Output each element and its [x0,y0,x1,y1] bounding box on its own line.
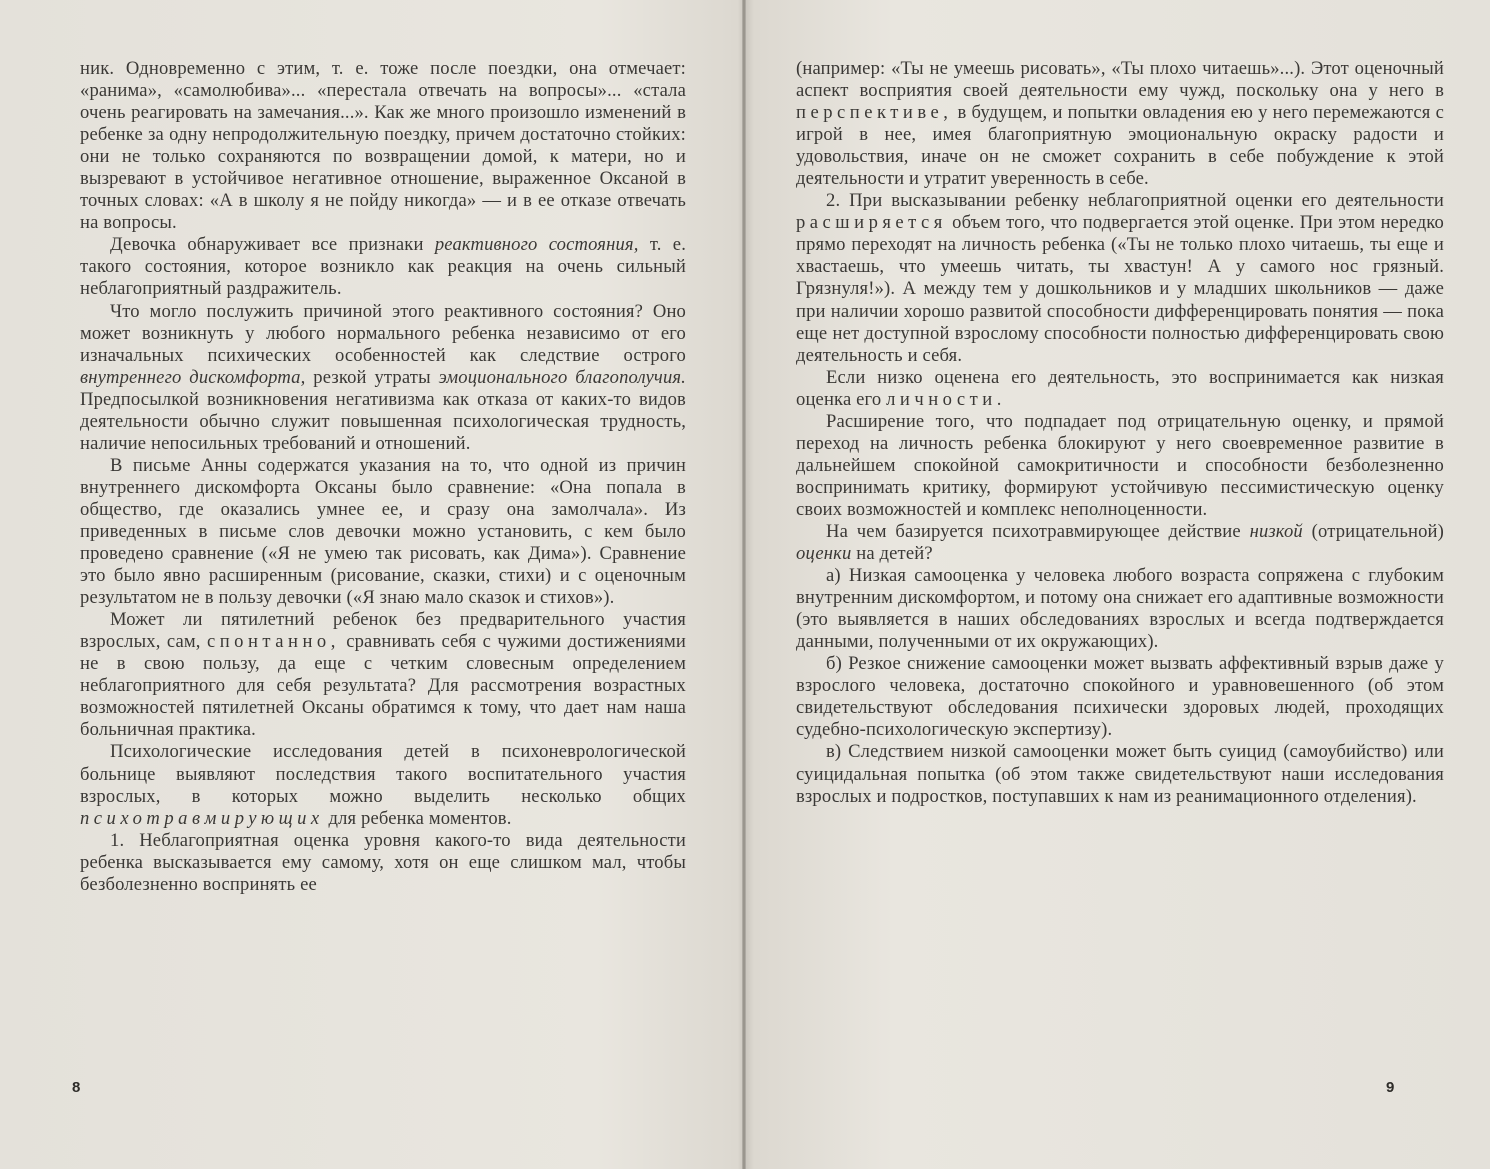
paragraph [80,58,686,234]
text-run: сравнивать себя с чужими достижениями не в свою пользу, да еще с четким словесным определением неблагоприятного для себя результата? Для рассмотрения возрастных возможностей пятилетней Оксаны обратимся к тому, что дает нам наша больничная практика. [80,631,686,741]
left-page-text [80,58,686,896]
emphasized-text: расширяется [796,212,947,234]
emphasized-text: психотравмирующих [80,807,324,829]
emphasized-text: оценки [796,543,852,565]
right-page [746,0,1490,1169]
paragraph [796,653,1444,741]
paragraph [796,411,1444,521]
text-run: на детей? [851,543,933,565]
paragraph [796,565,1444,653]
text-run: т. е. такого состояния, которое возникло как реакция на очень сильный неблагоприятный раздражитель. [80,234,686,300]
paragraph [80,234,686,300]
paragraph [80,830,686,896]
emphasized-text: низкой [1249,520,1303,542]
paragraph [80,609,686,741]
paragraph [796,741,1444,807]
text-run: Психологические исследования детей в психоневрологической больнице выявляют последствия такого воспитательного участия взрослых, в которых можно выделить несколько общих [80,741,686,807]
emphasized-text: внутреннего дискомфорта, [80,366,306,388]
page-number-right: 9 [1386,1079,1395,1096]
text-run: б) Резкое снижение самооценки может вызвать аффективный взрыв даже у взрослого человека, достаточно спокойного и уравновешенного (об этом свидетельствуют обследования психически здоровых людей, проходящих судебно-психологическую экспертизу). [796,653,1444,741]
text-run: для ребенка моментов. [323,807,512,829]
text-run: Может ли пятилетний ребенок без предварительного участия взрослых, сам, [80,609,686,653]
text-run: 1. Неблагоприятная оценка уровня какого-то вида деятельности ребенка высказывается ему самому, хотя он еще слишком мал, чтобы безболезненно воспринять ее [80,829,686,895]
paragraph [796,58,1444,190]
text-run: (отрицательной) [1302,520,1444,542]
text-run: Что могло послужить причиной этого реактивного состояния? Оно может возникнуть у любого нормального ребенка независимо от его изначальных психических особенностей как следствие острого [80,300,686,366]
emphasized-text: реактивного состояния, [434,234,639,256]
text-run: в будущем, и попытки овладения ею у него перемежаются с игрой в нее, имея благоприятную эмоциональную окраску радости и удовольствия, иначе он не сможет сохранить в себе побуждение к этой деятельности и утратит уверенность в себе. [796,102,1444,190]
text-run: Расширение того, что подпадает под отрицательную оценку, и прямой переход на личность ребенка блокируют у него своевременное развитие в дальнейшем спокойной самокритичности и способности безболезненно воспринимать критику, формируют устойчивую пессимистическую оценку своих возможностей и комплекс неполноценности. [796,410,1444,520]
emphasized-text: личности. [886,388,1006,410]
paragraph [80,741,686,829]
right-page-text [796,58,1444,808]
emphasized-text: перспективе, [796,102,953,124]
text-run: 2. При высказывании ребенку неблагоприятной оценки его деятельности [826,190,1444,212]
text-run: объем того, что подвергается этой оценке. При этом нередко прямо переходят на личность ребенка («Ты не только плохо читаешь, ты еще и хвастаешь, что умеешь читать, ты хвастун! А у самого нос грязный. Грязнуля!»). А между тем у дошкольников и у младших школьников — даже при наличии хорошо развитой способности дифференцировать понятия — пока еще нет доступной взрослому способности полностью дифференцировать свою деятельность и себя. [796,212,1444,366]
text-run: в) Следствием низкой самооценки может быть суицид (самоубийство) или суицидальная попытка (об этом также свидетельствуют наши исследования взрослых и подростков, поступавших к нам из реанимационного отделения). [796,741,1444,807]
paragraph [796,190,1444,366]
text-run: На чем базируется психотравмирующее действие [826,520,1250,542]
text-run: Если низко оценена его деятельность, это воспринимается как низкая оценка его [796,366,1444,410]
paragraph [796,367,1444,411]
text-run: (например: «Ты не умеешь рисовать», «Ты плохо читаешь»...). Этот оценочный аспект восприятия своей деятельности ему чужд, поскольку она у него в [796,58,1444,102]
text-run: В письме Анны содержатся указания на то, что одной из причин внутреннего дискомфорта Оксаны было сравнение: «Она попала в общество, где оказались умнее ее, и сразу она замолчала». Из приведенных в письме слов девочки можно установить, с кем было проведено сравнение («Я не умею так рисовать, как Дима»). Сравнение это было явно расширенным (рисование, сказки, стихи) и с оценочным результатом не в пользу девочки («Я знаю мало сказок и стихов»). [80,454,686,609]
emphasized-text: эмоционального благополучия. [438,366,686,388]
text-run: ник. Одновременно с этим, т. е. тоже после поездки, она отмечает: «ранима», «самолюбива»... «перестала отвечать на вопросы»... «стала очень реагировать на замечания...». Как же много произошло изменений в ребенке за одну непродолжительную поездку, причем достаточно стойких: они не только сохраняются по возвращении домой, к матери, но и вызревают в устойчивое негативное отношение, выраженное Оксаной в точных словах: «А в школу я не пойду никогда» — и в ее отказе отвечать на вопросы. [80,58,686,234]
emphasized-text: спонтанно, [206,631,340,653]
text-run: Предпосылкой возникновения негативизма как отказа от каких-то видов деятельности обычно служит повышенная психологическая трудность, наличие непосильных требований и отношений. [80,388,686,454]
text-run: Девочка обнаруживает все признаки [110,234,435,256]
text-run: резкой утраты [305,366,439,388]
text-run: а) Низкая самооценка у человека любого возраста сопряжена с глубоким внутренним дискомфортом, и потому она снижает его адаптивные возможности (это выявляется в наших обследованиях взрослых и всегда подтверждается данными, полученными от их окружающих). [796,565,1444,653]
paragraph [796,521,1444,565]
left-page [0,0,744,1169]
paragraph [80,455,686,609]
page-number-left: 8 [72,1079,81,1096]
paragraph [80,301,686,455]
